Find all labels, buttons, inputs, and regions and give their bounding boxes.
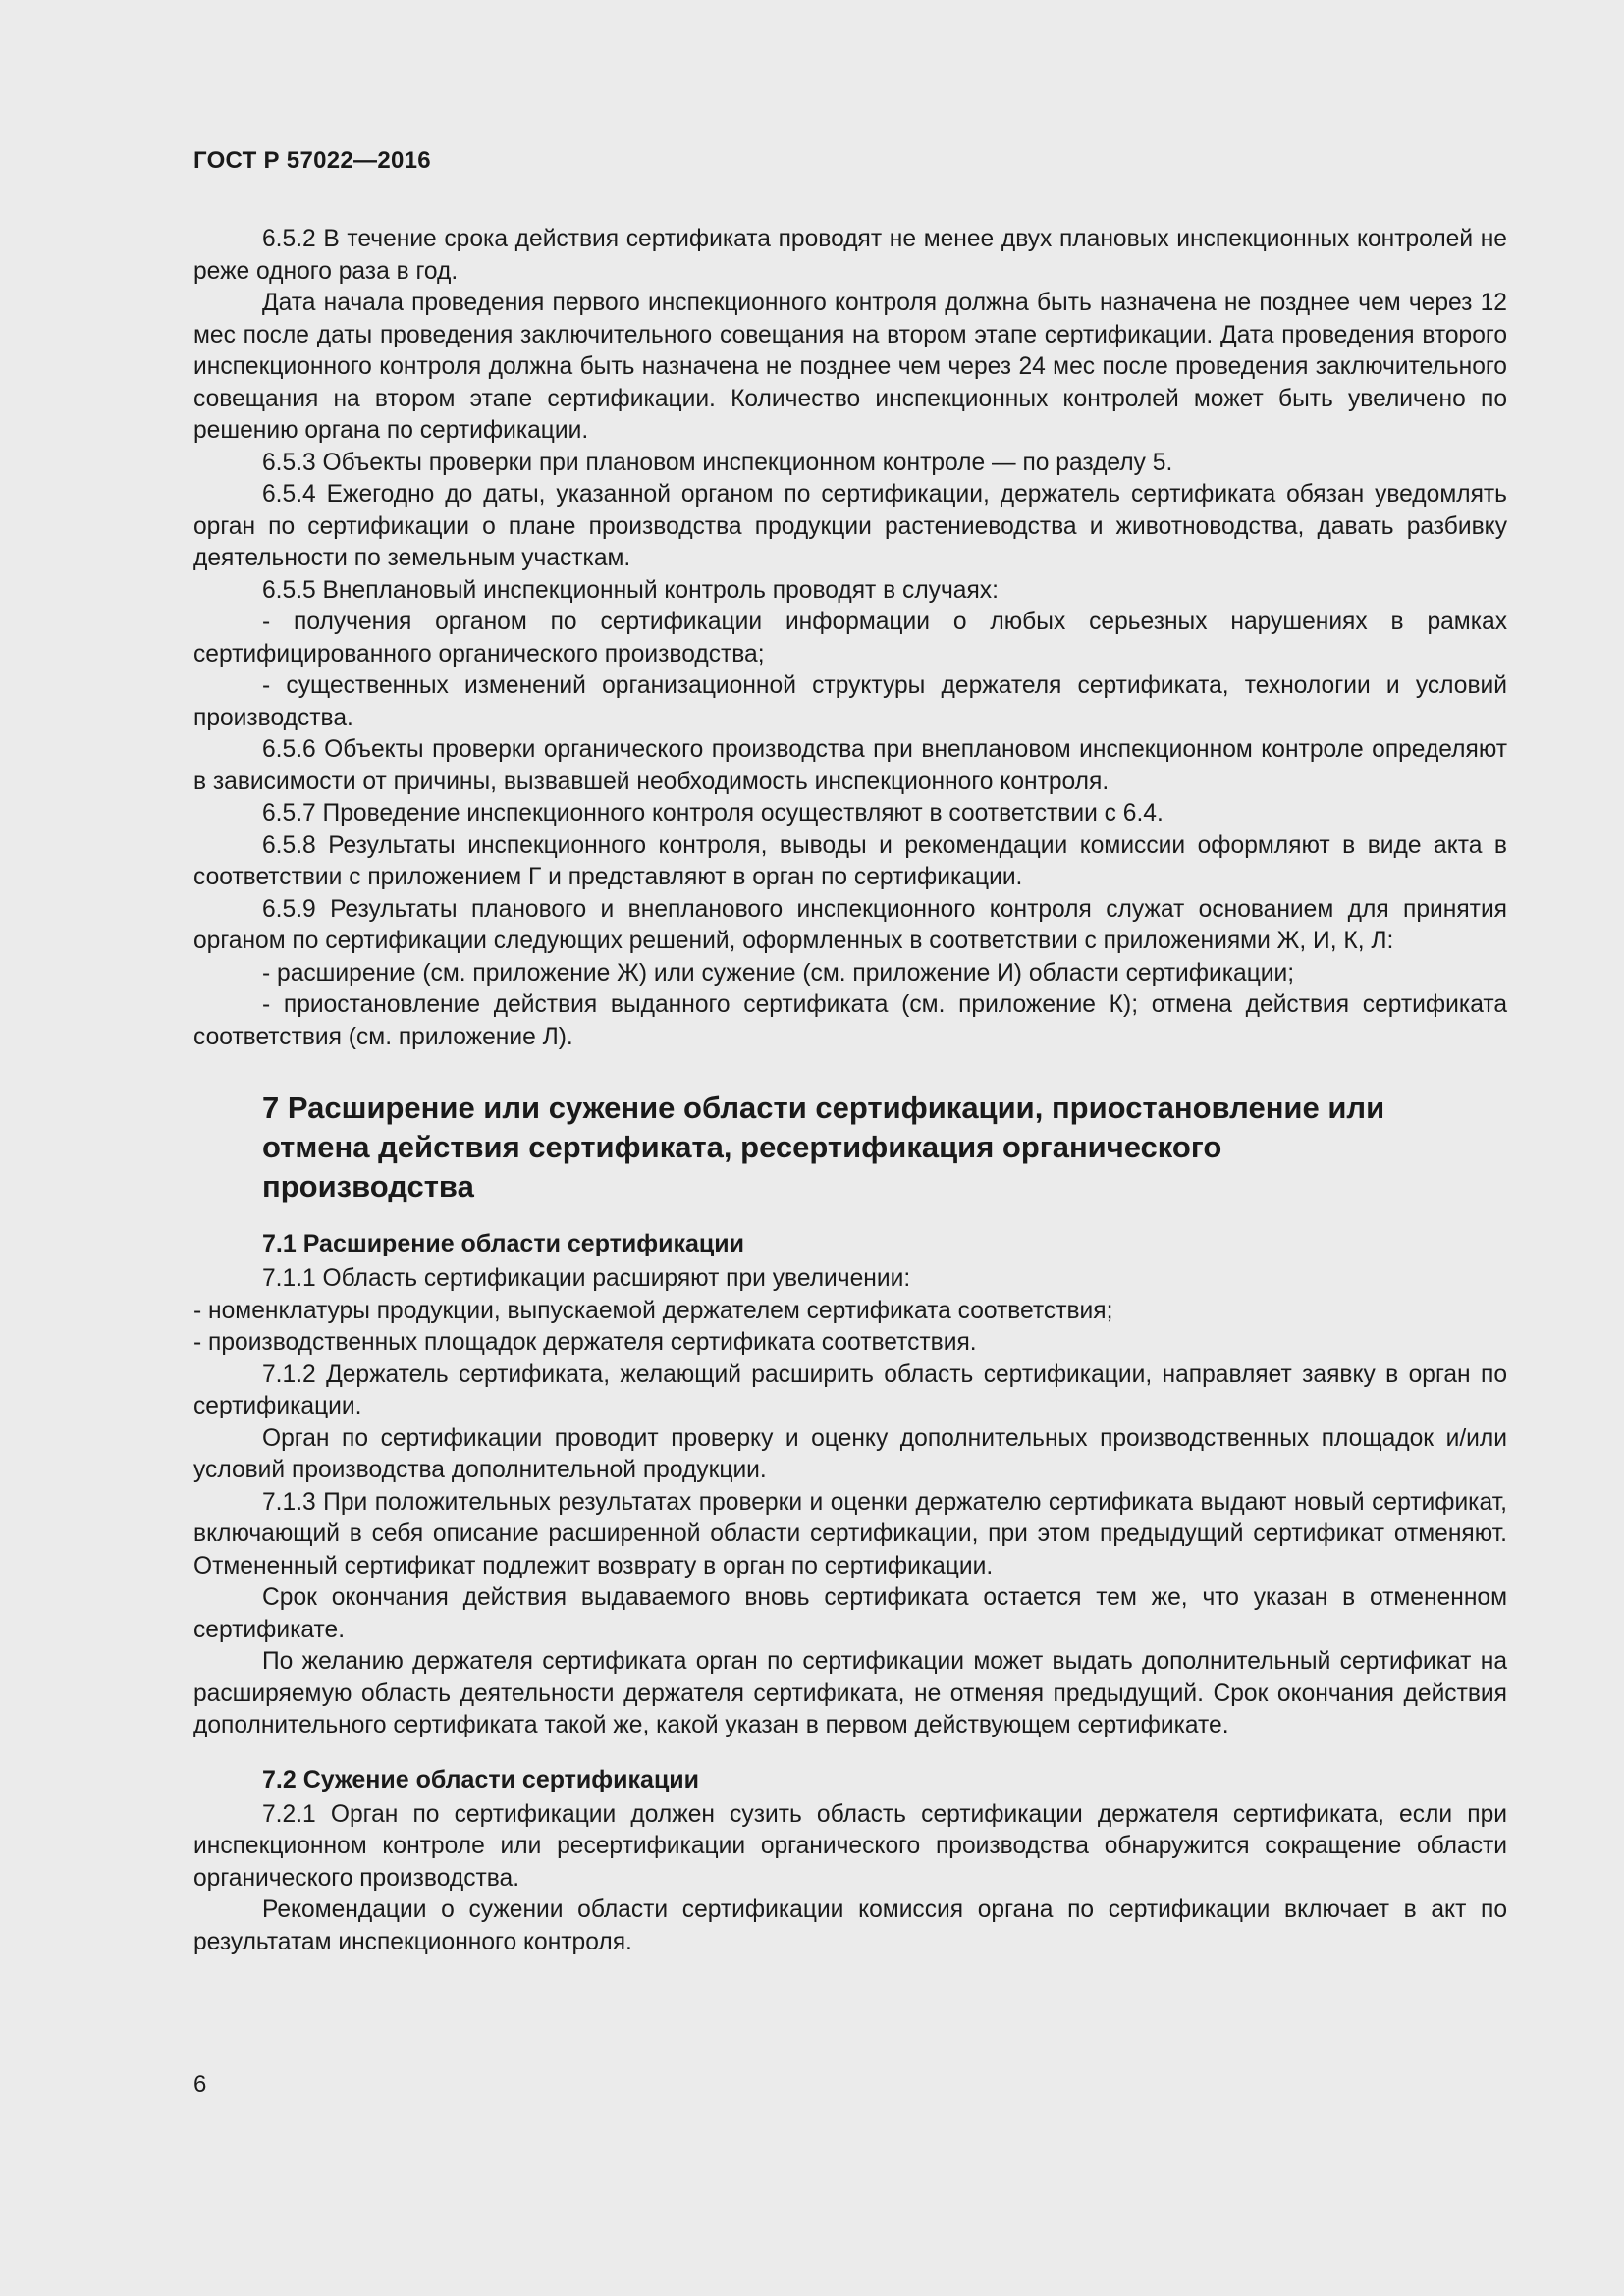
- list-item-6-5-9-b: - приостановление действия выданного сертификата (см. приложение К); отмена действия сертификата соответствия (см. приложение Л).: [193, 991, 1507, 1050]
- list-item-7-1-1-a: - номенклатуры продукции, выпускаемой держателем сертификата соответствия;: [193, 1297, 1113, 1324]
- paragraph-7-2-1-recommendations: Рекомендации о сужении области сертификации комиссия органа по сертификации включает в акт по результатам инспекционного контроля.: [193, 1896, 1507, 1955]
- paragraph-7-1-3-additional: По желанию держателя сертификата орган по сертификации может выдать дополнительный сертификат на расширяемую область деятельности держателя сертификата, не отменяя предыдущий. Срок окончания действия дополнительного сертификата такой же, какой указан в первом действующем сертификате.: [193, 1648, 1507, 1738]
- paragraph-6-5-2: 6.5.2 В течение срока действия сертификата проводят не менее двух плановых инспекционных контролей не реже одного раза в год.: [193, 226, 1507, 285]
- paragraph-6-5-7: 6.5.7 Проведение инспекционного контроля осуществляют в соответствии с 6.4.: [262, 800, 1164, 827]
- list-item-7-1-1-b: - производственных площадок держателя сертификата соответствия.: [193, 1329, 977, 1356]
- paragraph-7-1-2-check: Орган по сертификации проводит проверку и оценку дополнительных производственных площадок и/или условий производства дополнительной продукции.: [193, 1424, 1507, 1483]
- paragraph-6-5-4: 6.5.4 Ежегодно до даты, указанной органом по сертификации, держатель сертификата обязан уведомлять орган по сертификации о плане производства продукции растениеводства и животноводства, давать разбивку деятельности по земельным участкам.: [193, 481, 1507, 571]
- paragraph-7-1-2: 7.1.2 Держатель сертификата, желающий расширить область сертификации, направляет заявку в орган по сертификации.: [193, 1361, 1507, 1419]
- section-7-1-heading: 7.1 Расширение области сертификации: [262, 1230, 745, 1257]
- paragraph-6-5-9: 6.5.9 Результаты планового и внепланового инспекционного контроля служат основанием для принятия органом по сертификации следующих решений, оформленных в соответствии с приложениями Ж, И, К, Л:: [193, 895, 1507, 954]
- document-header: ГОСТ Р 57022—2016: [193, 147, 431, 174]
- list-item-6-5-5-a: - получения органом по сертификации информации о любых серьезных нарушениях в рамках сертифицированного органического производства;: [193, 609, 1507, 667]
- page-number: 6: [193, 2071, 207, 2098]
- paragraph-7-2-1: 7.2.1 Орган по сертификации должен сузить область сертификации держателя сертификата, если при инспекционном контроле или ресертификации органического производства обнаружится сокращение области органического производства.: [193, 1800, 1507, 1892]
- paragraph-6-5-5: 6.5.5 Внеплановый инспекционный контроль проводят в случаях:: [262, 576, 999, 604]
- list-item-6-5-9-a: - расширение (см. приложение Ж) или сужение (см. приложение И) области сертификации;: [262, 959, 1295, 987]
- paragraph-6-5-2-dates: Дата начала проведения первого инспекционного контроля должна быть назначена не позднее чем через 12 мес после даты проведения заключительного совещания на втором этапе сертификации. Дата проведения второго инспекционного контроля должна быть назначена не позднее чем через 24 мес после проведения заключительного совещания на втором этапе сертификации. Количество инспекционных контролей может быть увеличено по решению органа по сертификации.: [193, 290, 1507, 444]
- paragraph-7-1-1: 7.1.1 Область сертификации расширяют при увеличении:: [262, 1265, 911, 1292]
- section-7-heading: 7 Расширение или сужение области сертификации, приостановление или отмена действия сертификата, ресертификация органического производства: [262, 1091, 1385, 1203]
- paragraph-6-5-3: 6.5.3 Объекты проверки при плановом инспекционном контроле — по разделу 5.: [262, 449, 1173, 476]
- paragraph-6-5-8: 6.5.8 Результаты инспекционного контроля, выводы и рекомендации комиссии оформляют в виде акта в соответствии с приложением Г и представляют в орган по сертификации.: [193, 831, 1507, 890]
- list-item-6-5-5-b: - существенных изменений организационной структуры держателя сертификата, технологии и условий производства.: [193, 672, 1507, 731]
- paragraph-6-5-6: 6.5.6 Объекты проверки органического производства при внеплановом инспекционном контроле определяют в зависимости от причины, вызвавшей необходимость инспекционного контроля.: [193, 736, 1507, 795]
- paragraph-7-1-3: 7.1.3 При положительных результатах проверки и оценки держателю сертификата выдают новый сертификат, включающий в себя описание расширенной области сертификации, при этом предыдущий сертификат отменяют. Отмененный сертификат подлежит возврату в орган по сертификации.: [193, 1488, 1507, 1579]
- paragraph-7-1-3-term: Срок окончания действия выдаваемого вновь сертификата остается тем же, что указан в отмененном сертификате.: [193, 1584, 1507, 1643]
- document-body: [193, 224, 1507, 1958]
- section-7-2-heading: 7.2 Сужение области сертификации: [262, 1765, 700, 1793]
